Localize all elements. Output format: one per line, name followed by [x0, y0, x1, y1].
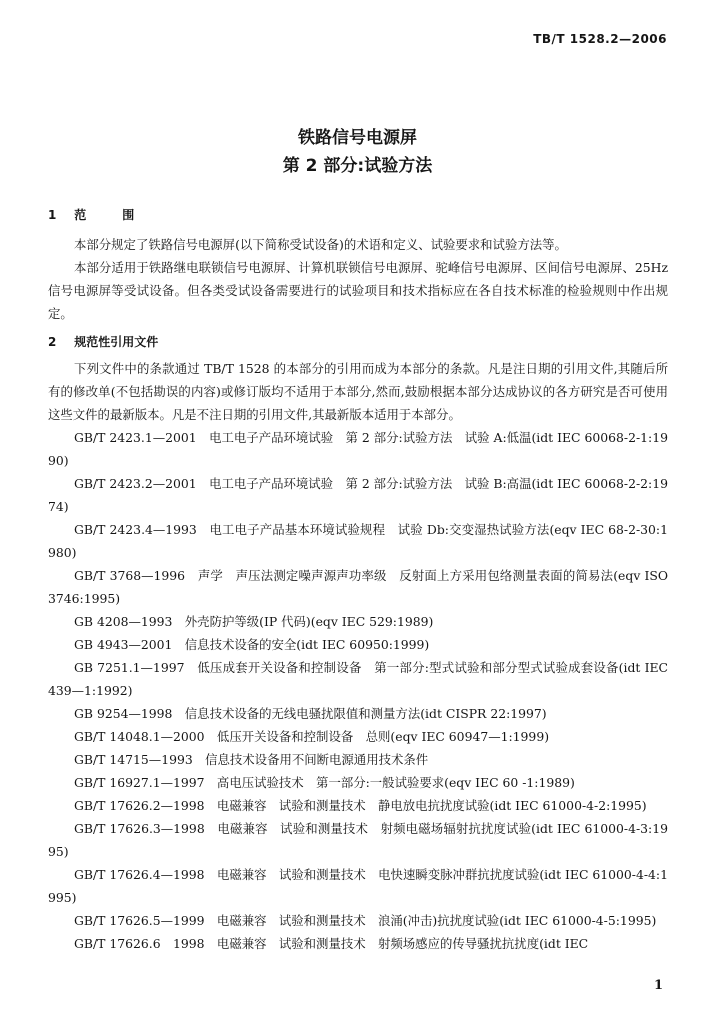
- document-subtitle: 第 2 部分:试验方法: [282, 156, 433, 176]
- document-title: 铁路信号电源屏: [298, 128, 417, 148]
- reference-item: GB/T 3768—1996 声学 声压法测定噪声源声功率级 反射面上方采用包络测量表面的简易法(eqv ISO 3746:1995): [48, 568, 668, 606]
- reference-item: GB 7251.1—1997 低压成套开关设备和控制设备 第一部分:型式试验和部分型式试验成套设备(idt IEC 439—1:1992): [48, 660, 668, 698]
- reference-item: GB/T 2423.4—1993 电工电子产品基本环境试验规程 试验 Db:交变湿热试验方法(eqv IEC 68-2-30:1980): [48, 522, 668, 560]
- section-1-paragraph: 本部分适用于铁路继电联锁信号电源屏、计算机联锁信号电源屏、驼峰信号电源屏、区间信号电源屏、25Hz信号电源屏等受试设备。但各类受试设备需要进行的试验项目和技术指标应在各自技术标准的检验规则中作出规定。: [48, 260, 668, 321]
- section-2-number: 2: [48, 335, 57, 349]
- reference-item: GB/T 17626.3—1998 电磁兼容 试验和测量技术 射频电磁场辐射抗扰度试验(idt IEC 61000-4-3:1995): [48, 821, 668, 859]
- reference-item: GB/T 2423.2—2001 电工电子产品环境试验 第 2 部分:试验方法 试验 B:高温(idt IEC 60068-2-2:1974): [48, 476, 668, 514]
- section-1-paragraph: 本部分规定了铁路信号电源屏(以下简称受试设备)的术语和定义、试验要求和试验方法等。: [74, 237, 567, 252]
- reference-item: GB/T 2423.1—2001 电工电子产品环境试验 第 2 部分:试验方法 试验 A:低温(idt IEC 60068-2-1:1990): [48, 430, 668, 468]
- reference-item: GB/T 17626.2—1998 电磁兼容 试验和测量技术 静电放电抗扰度试验(idt IEC 61000-4-2:1995): [74, 798, 647, 813]
- reference-item: GB 4208—1993 外壳防护等级(IP 代码)(eqv IEC 529:1989): [74, 614, 434, 629]
- section-1-heading: [48, 206, 146, 223]
- standard-code: TB/T 1528.2—2006: [533, 32, 667, 46]
- section-2-intro: 下列文件中的条款通过 TB/T 1528 的本部分的引用而成为本部分的条款。凡是注日期的引用文件,其随后所有的修改单(不包括勘误的内容)或修订版均不适用于本部分,然而,鼓励根据本部分达成协议的各方研究是否可使用这些文件的最新版本。凡是不注日期的引用文件,其最新版本适用于本部分。: [48, 361, 668, 422]
- section-1-title: 范 围: [74, 208, 147, 222]
- title-block: [0, 124, 715, 180]
- page-number: 1: [653, 978, 663, 993]
- section-1-body: [48, 233, 668, 325]
- section-2-title: 规范性引用文件: [74, 335, 159, 349]
- reference-item: GB/T 16927.1—1997 高电压试验技术 第一部分:一般试验要求(eqv IEC 60 -1:1989): [74, 775, 575, 790]
- reference-item: GB/T 14048.1—2000 低压开关设备和控制设备 总则(eqv IEC 60947—1:1999): [74, 729, 550, 744]
- reference-item: GB/T 17626.5—1999 电磁兼容 试验和测量技术 浪涌(冲击)抗扰度试验(idt IEC 61000-4-5:1995): [74, 913, 657, 928]
- section-1-number: 1: [48, 208, 57, 222]
- reference-item: GB/T 14715—1993 信息技术设备用不间断电源通用技术条件: [74, 752, 429, 767]
- section-2-heading: [48, 333, 158, 350]
- section-2-body: [48, 357, 668, 955]
- reference-item: GB 4943—2001 信息技术设备的安全(idt IEC 60950:1999): [74, 637, 430, 652]
- reference-item: GB 9254—1998 信息技术设备的无线电骚扰限值和测量方法(idt CISPR 22:1997): [74, 706, 547, 721]
- reference-item: GB/T 17626.6 1998 电磁兼容 试验和测量技术 射频场感应的传导骚扰抗扰度(idt IEC: [74, 936, 589, 951]
- reference-item: GB/T 17626.4—1998 电磁兼容 试验和测量技术 电快速瞬变脉冲群抗扰度试验(idt IEC 61000-4-4:1995): [48, 867, 668, 905]
